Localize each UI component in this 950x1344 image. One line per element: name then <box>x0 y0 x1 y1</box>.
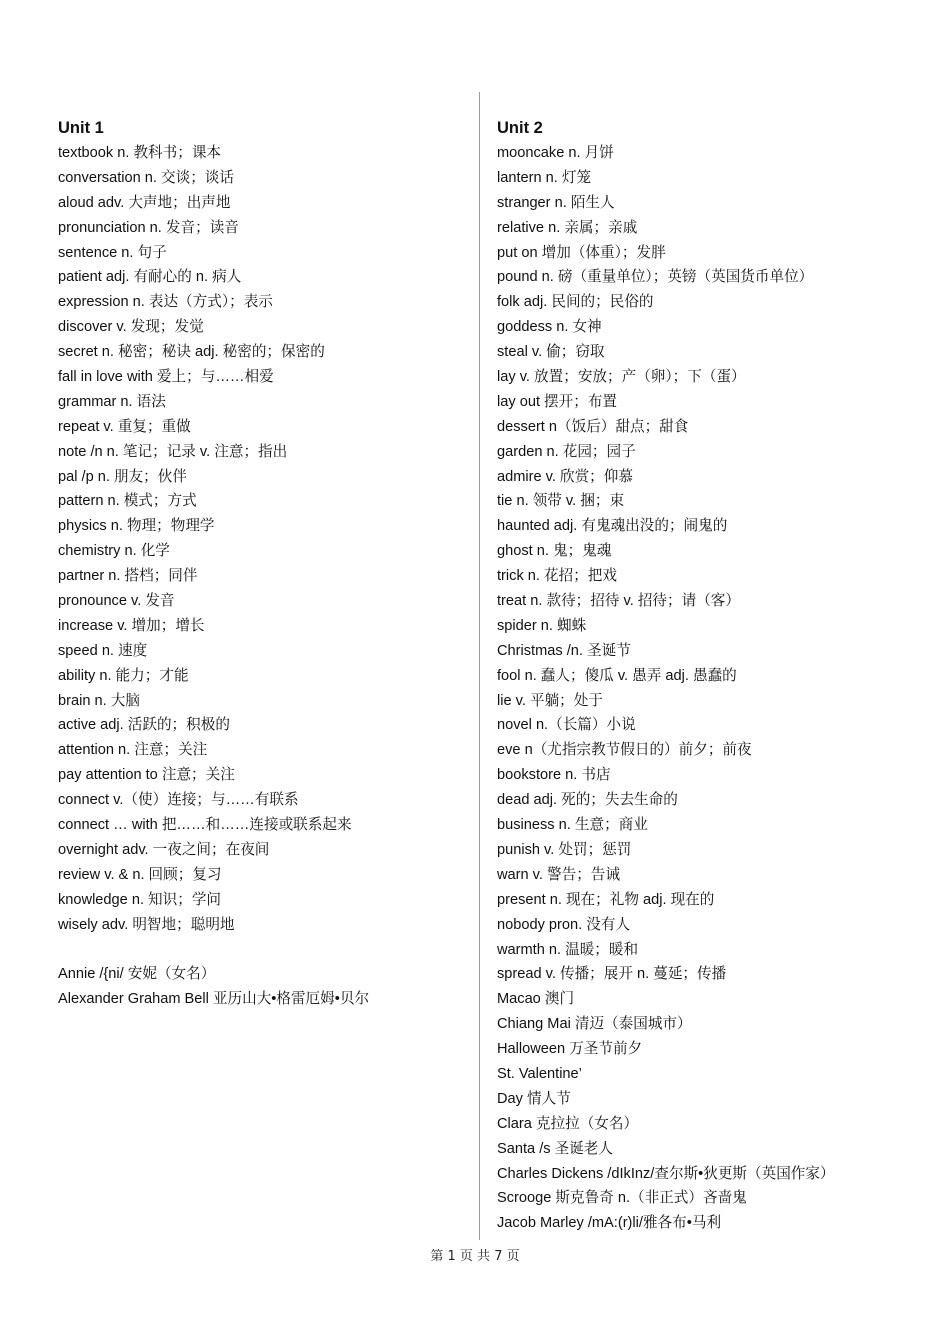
vocab-entry: ghost n. 鬼；鬼魂 <box>497 543 612 560</box>
vocab-entry: Alexander Graham Bell 亚历山大•格雷厄姆•贝尔 <box>58 991 370 1008</box>
vocab-entry: pronounce v. 发音 <box>58 593 175 610</box>
vocab-entry: Day 情人节 <box>497 1090 571 1107</box>
vocab-entry: Macao 澳门 <box>497 991 575 1008</box>
vocab-entry: brain n. 大脑 <box>58 692 140 709</box>
vocab-entry: novel n.（长篇）小说 <box>497 717 636 734</box>
vocab-entry: folk adj. 民间的；民俗的 <box>497 294 654 311</box>
vocab-entry: fall in love with 爱上；与……相爱 <box>58 369 274 386</box>
vocab-entry: pattern n. 模式；方式 <box>58 493 197 510</box>
page-footer: 第 1 页 共 7 页 <box>430 1249 520 1264</box>
vocab-entry: spider n. 蜘蛛 <box>497 617 587 634</box>
vocab-entry: present n. 现在；礼物 adj. 现在的 <box>497 891 715 908</box>
vocab-entry: nobody pron. 没有人 <box>497 916 631 933</box>
vocab-entry: review v. & n. 回顾；复习 <box>58 866 222 883</box>
unit1-vocab-list <box>58 141 468 938</box>
vocab-entry: active adj. 活跃的；积极的 <box>58 717 230 734</box>
vocab-entry: dead adj. 死的；失去生命的 <box>497 792 678 809</box>
vocab-entry: fool n. 蠢人；傻瓜 v. 愚弄 adj. 愚蠢的 <box>497 667 737 684</box>
vocab-entry: Charles Dickens /dIkInz/查尔斯•狄更斯（英国作家） <box>497 1165 835 1182</box>
vocab-entry: warn v. 警告；告诫 <box>497 866 620 883</box>
vocab-entry: connect v.（使）连接；与……有联系 <box>58 792 299 809</box>
vocab-entry: dessert n（饭后）甜点；甜食 <box>497 418 689 435</box>
vocab-entry: stranger n. 陌生人 <box>497 194 615 211</box>
vocab-entry: physics n. 物理；物理学 <box>58 518 215 535</box>
vocab-entry: note /n n. 笔记；记录 v. 注意；指出 <box>58 443 288 460</box>
vocab-entry: haunted adj. 有鬼魂出没的；闹鬼的 <box>497 518 728 535</box>
vocab-entry: lantern n. 灯笼 <box>497 169 592 186</box>
vocab-entry: Clara 克拉拉（女名） <box>497 1115 639 1132</box>
unit1-title: Unit 1 <box>58 119 104 137</box>
vocab-entry: repeat v. 重复；重做 <box>58 418 191 435</box>
vocab-entry: secret n. 秘密；秘诀 adj. 秘密的；保密的 <box>58 344 325 361</box>
vocab-entry: speed n. 速度 <box>58 642 148 659</box>
vocab-entry: pal /p n. 朋友；伙伴 <box>58 468 187 485</box>
vocab-entry: overnight adv. 一夜之间；在夜间 <box>58 841 270 858</box>
vocab-entry: attention n. 注意；关注 <box>58 742 208 759</box>
vocab-entry: pound n. 磅（重量单位）；英镑（英国货币单位） <box>497 269 814 286</box>
unit1-column <box>58 116 468 1012</box>
vocab-entry: partner n. 搭档；同伴 <box>58 568 198 585</box>
vocab-entry: conversation n. 交谈；谈话 <box>58 169 234 186</box>
vocab-entry: increase v. 增加；增长 <box>58 617 205 634</box>
unit2-title: Unit 2 <box>497 119 543 137</box>
column-divider <box>479 92 480 1240</box>
vocab-entry: wisely adv. 明智地；聪明地 <box>58 916 235 933</box>
vocab-entry: Jacob Marley /mA:(r)li/雅各布•马利 <box>497 1215 722 1232</box>
vocab-entry: tie n. 领带 v. 捆；束 <box>497 493 625 510</box>
vocab-entry: goddess n. 女神 <box>497 319 602 336</box>
vocab-entry: aloud adv. 大声地；出声地 <box>58 194 231 211</box>
vocab-entry: grammar n. 语法 <box>58 393 166 410</box>
vocab-entry: Christmas /n. 圣诞节 <box>497 642 631 659</box>
vocab-entry: expression n. 表达（方式）；表示 <box>58 294 273 311</box>
vocab-entry: put on 增加（体重）；发胖 <box>497 244 666 261</box>
vocab-entry: knowledge n. 知识；学问 <box>58 891 222 908</box>
vocab-entry: relative n. 亲属；亲戚 <box>497 219 638 236</box>
vocab-entry: chemistry n. 化学 <box>58 543 170 560</box>
vocab-entry: Chiang Mai 清迈（泰国城市） <box>497 1016 692 1033</box>
vocab-entry: textbook n. 教科书；课本 <box>58 145 222 161</box>
vocab-entry: connect … with 把……和……连接或联系起来 <box>58 817 352 834</box>
vocab-entry: spread v. 传播；展开 n. 蔓延；传播 <box>497 966 727 983</box>
unit1-proper-names <box>58 962 468 1012</box>
unit2-column <box>497 116 937 1236</box>
vocab-entry: mooncake n. 月饼 <box>497 145 614 161</box>
vocab-entry: sentence n. 句子 <box>58 244 167 261</box>
vocab-entry: lay out 摆开；布置 <box>497 393 618 410</box>
vocab-entry: bookstore n. 书店 <box>497 767 611 784</box>
vocab-entry: Scrooge 斯克鲁奇 n.（非正式）吝啬鬼 <box>497 1190 747 1207</box>
unit2-vocab-list <box>497 141 937 1236</box>
vocab-entry: pronunciation n. 发音；读音 <box>58 219 239 236</box>
vocab-entry: Annie /{ni/ 安妮（女名） <box>58 966 216 983</box>
vocab-entry: lie v. 平躺；处于 <box>497 692 603 709</box>
vocab-entry: warmth n. 温暖；暖和 <box>497 941 639 958</box>
vocab-entry: trick n. 花招；把戏 <box>497 568 617 585</box>
vocab-entry: discover v. 发现；发觉 <box>58 319 204 336</box>
vocab-entry: punish v. 处罚；惩罚 <box>497 841 632 858</box>
vocab-entry: Santa /s 圣诞老人 <box>497 1140 613 1157</box>
vocab-entry: admire v. 欣赏；仰慕 <box>497 468 633 485</box>
vocab-entry: lay v. 放置；安放；产（卵）；下（蛋） <box>497 369 746 386</box>
vocab-entry: ability n. 能力；才能 <box>58 667 189 684</box>
vocab-entry: Halloween 万圣节前夕 <box>497 1041 643 1058</box>
vocab-entry: business n. 生意；商业 <box>497 817 648 834</box>
vocab-entry: eve n（尤指宗教节假日的）前夕；前夜 <box>497 742 752 759</box>
vocab-entry: treat n. 款待；招待 v. 招待；请（客） <box>497 593 740 610</box>
vocab-entry: patient adj. 有耐心的 n. 病人 <box>58 269 242 286</box>
vocab-entry: steal v. 偷；窃取 <box>497 344 605 361</box>
vocab-entry: St. Valentine’ <box>497 1065 582 1082</box>
spacer <box>58 938 468 963</box>
vocab-entry: pay attention to 注意；关注 <box>58 767 235 784</box>
vocab-entry: garden n. 花园；园子 <box>497 443 636 460</box>
